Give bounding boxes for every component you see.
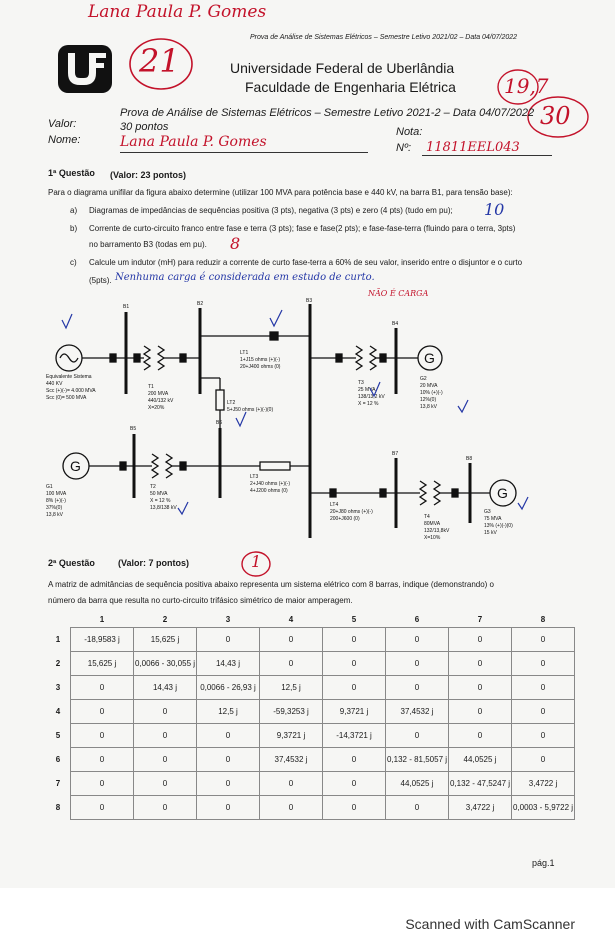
q1-c-text2: (5pts). <box>89 276 112 285</box>
row-header: 1 <box>55 635 61 644</box>
one-line-diagram <box>40 298 580 548</box>
lt3-line-3: 4+J200 ohms (0) <box>250 488 288 494</box>
t1-line-3: 440/132 kV <box>148 398 174 404</box>
matrix-cell: 0 <box>512 748 575 772</box>
matrix-cell: 14,43 j <box>134 676 197 700</box>
matrix-cell: 0 <box>323 748 386 772</box>
col-header: 5 <box>351 614 357 624</box>
matrix-cell: 0 <box>449 628 512 652</box>
t2-line-4: 13,8/138 kV <box>150 505 177 511</box>
matrix-cell: 0 <box>134 772 197 796</box>
table-header-row <box>46 611 575 628</box>
matrix-cell: 0 <box>386 676 449 700</box>
matricula: 11811EEL043 <box>426 140 520 155</box>
check-mark-icon <box>518 497 528 509</box>
lt2-line-2: 5+J50 ohms (+)(-)(0) <box>227 407 274 413</box>
matrix-cell: 0 <box>323 772 386 796</box>
matrix-cell: 37,4532 j <box>260 748 323 772</box>
matrix-cell: 0 <box>71 676 134 700</box>
matrix-cell: 9,3721 j <box>323 700 386 724</box>
matrix-cell: 0 <box>512 652 575 676</box>
matrix-cell: 0 <box>323 652 386 676</box>
col-header: 8 <box>540 614 546 624</box>
bus-b6-label: B6 <box>216 420 223 426</box>
matrix-cell: 0 <box>386 628 449 652</box>
check-mark-icon <box>270 310 282 326</box>
g3-line-1: G3 <box>484 509 491 515</box>
matrix-cell: 0 <box>134 748 197 772</box>
table-row <box>46 628 575 652</box>
matrix-cell: 0 <box>197 628 260 652</box>
g2-line-2: 20 MVA <box>420 383 438 389</box>
matrix-cell: 44,0525 j <box>449 748 512 772</box>
matrix-cell: 0 <box>71 724 134 748</box>
q1-b-text: Corrente de curto-circuito franco entre fase e terra (3 pts); fase e fase(2 pts); e fase-fase-terra (fluindo para o terra, 3pts) <box>89 224 516 233</box>
grade-a: 10 <box>484 200 505 219</box>
admittance-matrix-table <box>46 611 575 820</box>
exam-title: Prova de Análise de Sistemas Elétricos – Semestre Letivo 2021-2 – Data 04/07/2022 <box>120 107 535 119</box>
bus-b4-label: B4 <box>392 321 399 327</box>
row-header: 4 <box>55 707 61 716</box>
matrix-cell: 0,0003 - 5,9722 j <box>512 796 575 820</box>
q2-text-1: A matriz de admitâncias de sequência positiva abaixo representa um sistema elétrico com 8 barras, indique (demonstrando) o <box>48 580 495 589</box>
matrix-cell: -14,3721 j <box>323 724 386 748</box>
lt4-line-2: 20+J80 ohms (+)(-) <box>330 509 373 515</box>
table-row <box>46 676 575 700</box>
matrix-cell: 0,132 - 81,5057 j <box>386 748 449 772</box>
q2-text-2: número da barra que resulta no curto-circuito trifásico simétrico de maior amperagem. <box>48 596 353 605</box>
q1-a-letter: a) <box>70 206 78 215</box>
note-c2: NÃO É CARGA <box>368 289 429 298</box>
lt1-line-3: 20+J400 ohms (0) <box>240 364 281 370</box>
score-fraction: 19,7 <box>504 74 549 98</box>
g1-line-5: 13,8 kV <box>46 512 63 518</box>
score-total: 30 <box>540 102 571 130</box>
table-row <box>46 700 575 724</box>
row-header: 3 <box>55 683 61 692</box>
row-header: 6 <box>55 755 61 764</box>
t3-line-2: 25 MVA <box>358 387 376 393</box>
matrix-cell: 0 <box>512 628 575 652</box>
matrix-cell: 0,132 - 47,5247 j <box>449 772 512 796</box>
g3-line-2: 75 MVA <box>484 516 502 522</box>
check-mark-icon <box>236 412 246 426</box>
col-header: 3 <box>225 614 231 624</box>
row-header: 2 <box>55 659 61 668</box>
matrix-cell: 0 <box>197 724 260 748</box>
t1-line-2: 200 MVA <box>148 391 169 397</box>
g1-line-3: 8% (+)(-) <box>46 498 66 504</box>
g2-letter: G <box>424 350 435 366</box>
handwritten-name-top: Lana Paula P. Gomes <box>88 2 267 22</box>
col-header: 6 <box>414 614 420 624</box>
bus-b2-label: B2 <box>197 301 204 307</box>
lt4-line-3: 200+J600 (0) <box>330 516 360 522</box>
g3-line-4: 15 kV <box>484 530 497 536</box>
exam-header-small: Prova de Análise de Sistemas Elétricos – Semestre Letivo 2021/02 – Data 04/07/2022 <box>250 34 518 41</box>
row-header: 5 <box>55 731 61 740</box>
university-name: Universidade Federal de Uberlândia <box>230 60 455 76</box>
source-line-4: Scc (0)= 500 MVA <box>46 395 87 401</box>
lt3-line-2: 2+J40 ohms (+)(-) <box>250 481 291 487</box>
bus-b5-label: B5 <box>130 426 137 432</box>
name-field: Lana Paula P. Gomes <box>120 134 267 150</box>
g2-line-4: 12%(0) <box>420 397 437 403</box>
table-row <box>46 748 575 772</box>
t4-line-1: T4 <box>424 514 430 520</box>
valor-label: Valor: <box>48 118 77 130</box>
source-line-1: Equivalente Sistema <box>46 374 92 380</box>
nome-label: Nome: <box>48 134 81 146</box>
t4-line-3: 132/13,8kV <box>424 528 450 534</box>
matrix-cell: 15,625 j <box>71 652 134 676</box>
matrix-cell: 0 <box>449 652 512 676</box>
matrix-cell: 0 <box>323 628 386 652</box>
col-header: 1 <box>99 614 105 624</box>
check-mark-icon <box>62 314 72 328</box>
bus-b8-label: B8 <box>466 456 473 462</box>
lt3-line-1: LT3 <box>250 474 259 480</box>
matrix-cell: 0 <box>260 628 323 652</box>
name-underline <box>120 152 368 153</box>
matricula-underline <box>422 155 552 156</box>
matrix-cell: 0 <box>449 724 512 748</box>
q2-grade: 1 <box>251 552 262 571</box>
t1-line-4: X=20% <box>148 405 165 411</box>
ufu-logo <box>58 45 112 93</box>
q1-b-letter: b) <box>70 224 78 233</box>
matrix-cell: 0 <box>134 724 197 748</box>
table-row <box>46 772 575 796</box>
page-number: pág.1 <box>532 858 555 868</box>
matrix-cell: 0 <box>323 676 386 700</box>
scanner-watermark: Scanned with CamScanner <box>405 916 575 932</box>
grade-b: 8 <box>230 234 241 253</box>
g1-line-2: 100 MVA <box>46 491 67 497</box>
t4-line-4: X=10% <box>424 535 441 541</box>
t3-line-4: X = 12 % <box>358 401 379 407</box>
table-row <box>46 652 575 676</box>
circled-score-text: 21 <box>139 42 180 80</box>
lt4-line-1: LT4 <box>330 502 339 508</box>
g1-line-1: G1 <box>46 484 53 490</box>
matrix-cell: 0 <box>260 772 323 796</box>
faculty-name: Faculdade de Engenharia Elétrica <box>245 79 456 95</box>
g2-line-1: G2 <box>420 376 427 382</box>
matrix-cell: 0 <box>71 796 134 820</box>
lt2-line-1: LT2 <box>227 400 236 406</box>
t4-line-2: 80MVA <box>424 521 441 527</box>
g1-line-4: 37%(0) <box>46 505 63 511</box>
note-c: Nenhuma carga é considerada em estudo de curto. <box>115 272 375 283</box>
matrix-cell: 0 <box>260 796 323 820</box>
q1-title: 1ª Questão <box>48 168 95 178</box>
matrix-cell: 3,4722 j <box>449 796 512 820</box>
matrix-cell: 0 <box>71 748 134 772</box>
matrix-cell: 0 <box>71 772 134 796</box>
g2-line-5: 13,8 kV <box>420 404 437 410</box>
t1-line-1: T1 <box>148 384 154 390</box>
source-line-3: Scc (+)(-)= 4.000 MVA <box>46 388 96 394</box>
matrix-cell: 0 <box>197 796 260 820</box>
nota-label: Nota: <box>396 126 423 138</box>
matrix-cell: 0 <box>512 676 575 700</box>
matrix-cell: 37,4532 j <box>386 700 449 724</box>
matrix-cell: 0,0066 - 26,93 j <box>197 676 260 700</box>
matrix-cell: 0,0066 - 30,055 j <box>134 652 197 676</box>
matrix-cell: 0 <box>71 700 134 724</box>
t3-line-1: T3 <box>358 380 364 386</box>
row-header: 8 <box>55 803 61 812</box>
matrix-cell: 3,4722 j <box>512 772 575 796</box>
q1-intro: Para o diagrama unifilar da figura abaixo determine (utilizar 100 MVA para potência base e 440 kV, na barra B1, para tensão base): <box>48 188 513 197</box>
matrix-cell: 0 <box>134 796 197 820</box>
n-label: Nº: <box>396 142 412 154</box>
q2-title: 2ª Questão <box>48 558 95 568</box>
matrix-cell: 0 <box>323 796 386 820</box>
g1-letter: G <box>70 458 81 474</box>
matrix-cell: 0 <box>386 724 449 748</box>
matrix-cell: 0 <box>386 652 449 676</box>
matrix-cell: 15,625 j <box>134 628 197 652</box>
matrix-cell: 14,43 j <box>197 652 260 676</box>
row-header: 7 <box>55 779 61 788</box>
matrix-cell: 44,0525 j <box>386 772 449 796</box>
check-mark-icon <box>178 502 188 514</box>
bus-b1-label: B1 <box>123 304 130 310</box>
t2-line-2: 50 MVA <box>150 491 168 497</box>
g3-line-3: 13% (+)(-)(0) <box>484 523 513 529</box>
matrix-cell: 0 <box>197 772 260 796</box>
lt1-line-2: 1+J15 ohms (+)(-) <box>240 357 281 363</box>
matrix-cell: 9,3721 j <box>260 724 323 748</box>
g3-letter: G <box>497 485 508 501</box>
valor-value: 30 pontos <box>120 121 169 133</box>
matrix-cell: 0 <box>449 700 512 724</box>
t3-line-3: 138/13,2 kV <box>358 394 385 400</box>
lt1-line-1: LT1 <box>240 350 249 356</box>
matrix-cell: 0 <box>512 724 575 748</box>
t2-line-3: X = 12 % <box>150 498 171 504</box>
col-header: 2 <box>162 614 168 624</box>
table-row <box>46 724 575 748</box>
matrix-cell: 0 <box>134 700 197 724</box>
matrix-cell: 0 <box>386 796 449 820</box>
col-header: 7 <box>477 614 483 624</box>
table-row <box>46 796 575 820</box>
q1-c-text: Calcule um indutor (mH) para reduzir a corrente de curto fase-terra a 60% de seu valor, inserido entre o disjuntor e o curto <box>89 258 523 267</box>
g2-line-3: 10% (+)(-) <box>420 390 443 396</box>
q1-c-letter: c) <box>70 258 77 267</box>
matrix-cell: 0 <box>449 676 512 700</box>
source-line-2: 440 KV <box>46 381 63 387</box>
matrix-cell: 0 <box>512 700 575 724</box>
matrix-cell: 0 <box>260 652 323 676</box>
q2-value: (Valor: 7 pontos) <box>118 558 190 568</box>
matrix-cell: 12,5 j <box>197 700 260 724</box>
col-header: 4 <box>288 614 294 624</box>
matrix-cell: 0 <box>197 748 260 772</box>
q1-b-text2: no barramento B3 (todas em pu). <box>89 240 207 249</box>
matrix-cell: -18,9583 j <box>71 628 134 652</box>
bus-b3-label: B3 <box>306 298 313 304</box>
matrix-cell: -59,3253 j <box>260 700 323 724</box>
matrix-cell: 12,5 j <box>260 676 323 700</box>
bus-b7-label: B7 <box>392 451 399 457</box>
table-corner <box>46 611 71 628</box>
q1-value: (Valor: 23 pontos) <box>110 170 187 180</box>
q1-a-text: Diagramas de impedâncias de sequências positiva (3 pts), negativa (3 pts) e zero (4 pts) (tudo em pu); <box>89 206 453 215</box>
t2-line-1: T2 <box>150 484 156 490</box>
check-mark-icon <box>458 400 468 412</box>
